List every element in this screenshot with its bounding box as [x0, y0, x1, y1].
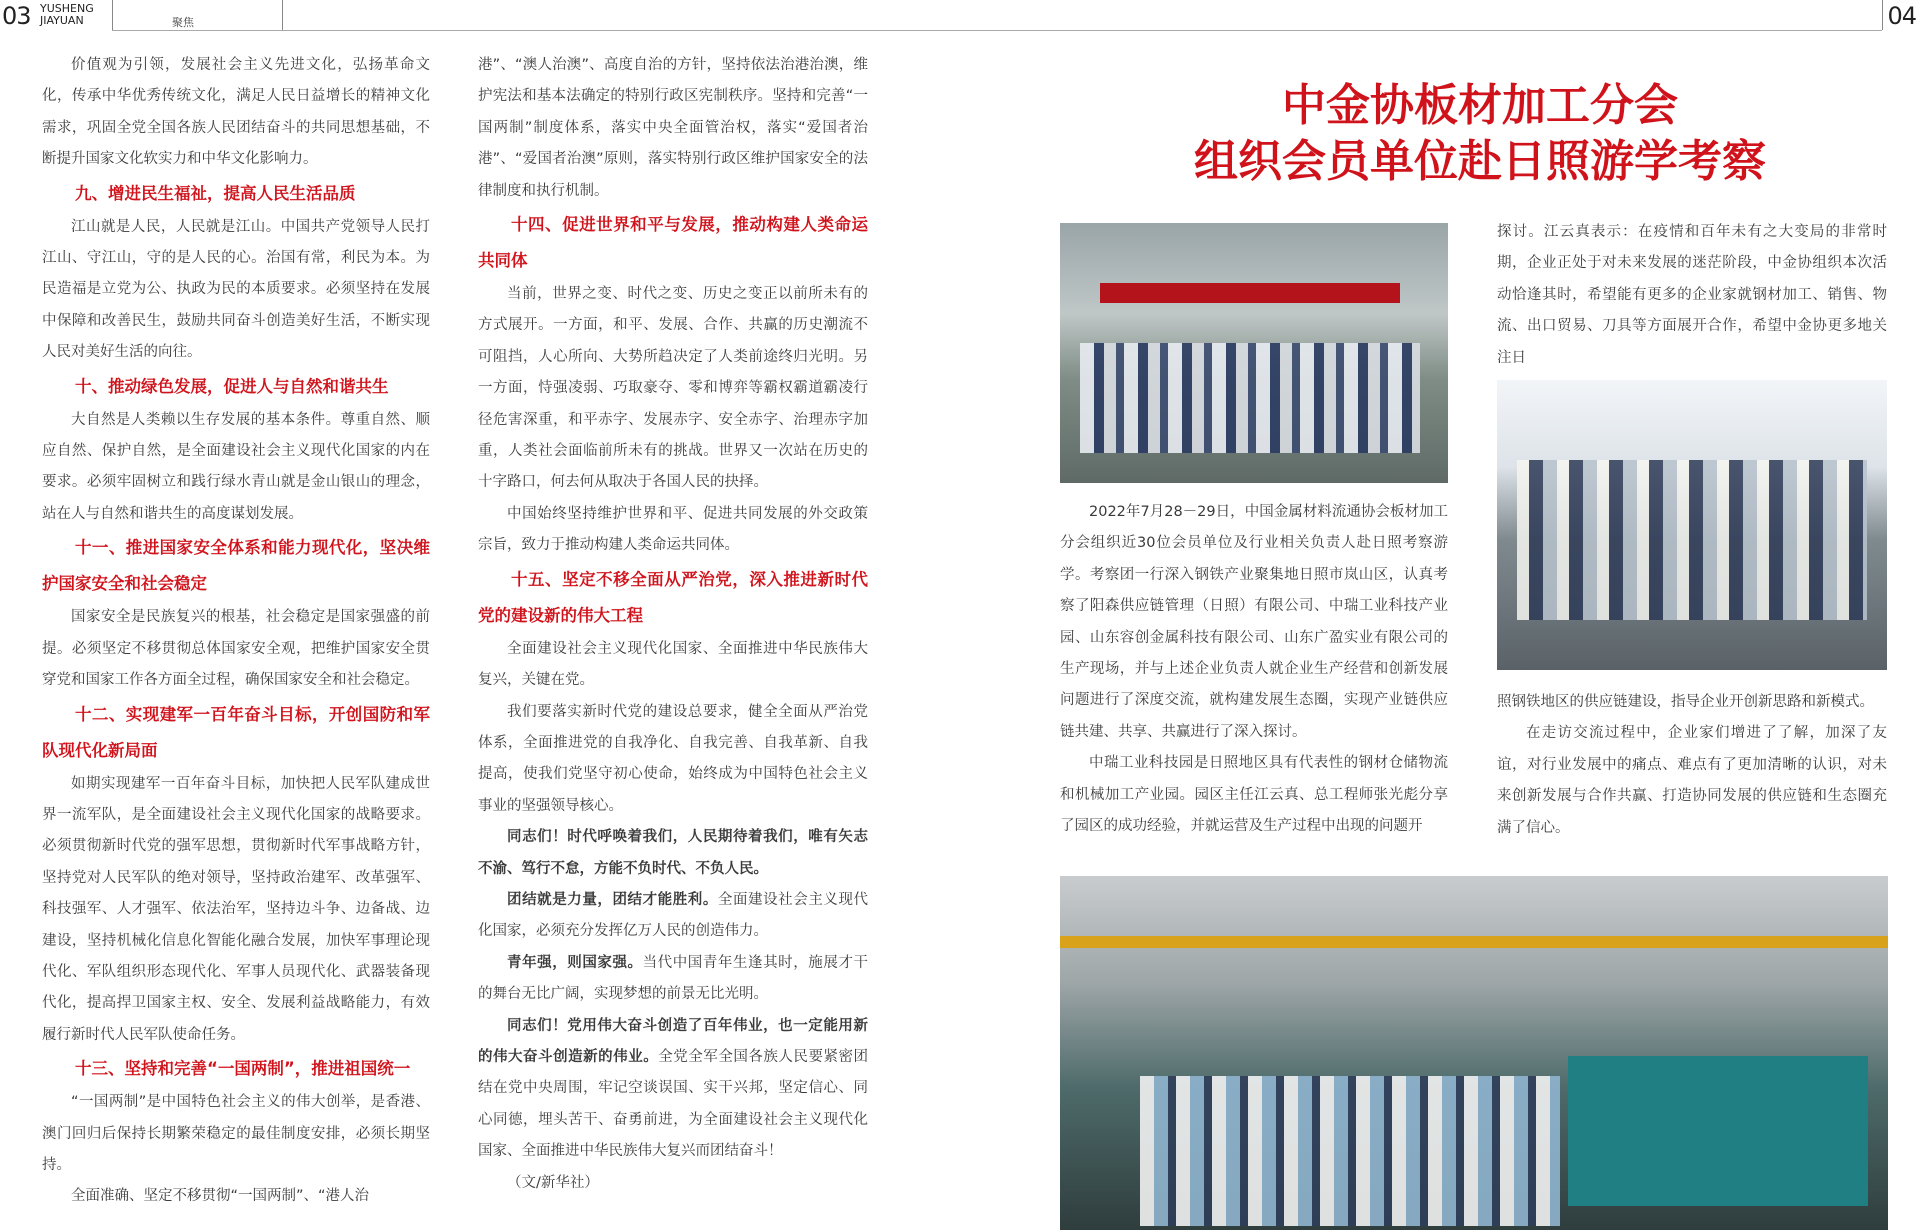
- header-rule: [112, 30, 282, 31]
- paragraph: [478, 885, 868, 948]
- factory-photo: [1060, 876, 1888, 1230]
- article-paragraph: 在走访交流过程中，企业家们增进了了解，加深了友谊，对行业发展中的痛点、难点有了更加清晰的认识，对未来创新发展与合作共赢、打造协同发展的供应链和生态圈充满了信心。: [1497, 725, 1887, 836]
- paragraph: 我们要落实新时代党的建设总要求，健全全面从严治党体系，全面推进党的自我净化、自我完善、自我革新、自我提高，使我们党坚守初心使命，始终成为中国特色社会主义事业的坚强领导核心。: [478, 703, 868, 814]
- paragraph-rest: 全面建设社会主义现代化国家，必须充分发挥亿万人民的创造伟力。: [478, 891, 869, 940]
- page-number-right: 04: [1887, 2, 1916, 30]
- page-header: [0, 0, 1920, 32]
- paragraph: 如期实现建军一百年奋斗目标，加快把人民军队建成世界一流军队，是全面建设社会主义现代化国家的战略要求。必须贯彻新时代党的强军思想，贯彻新时代军事战略方针，坚持党对人民军队的绝对领导，坚持政治建军、改革强军、科技强军、人才强军、依法治军，坚持边斗争、边备战、边建设，坚持机械化信息化智能化融合发展，加快军事理论现代化、军队组织形态现代化、军事人员现代化、武器装备现代化，提高捍卫国家主权、安全、发展利益战略能力，有效履行新时代人民军队使命任务。: [42, 775, 430, 1043]
- article-paragraph: 中瑞工业科技园是日照地区具有代表性的钢材仓储物流和机械加工产业园。园区主任江云真、总工程师张光彪分享了园区的成功经验，并就运营及生产过程中出现的问题开: [1060, 755, 1448, 835]
- brand-line-1: YUSHENG: [40, 2, 94, 15]
- header-divider: [112, 0, 113, 30]
- article-paragraph: 2022年7月28－29日，中国金属材料流通协会板材加工分会组织近30位会员单位及行业相关负责人赴日照考察游学。考察团一行深入钢铁产业聚集地日照市岚山区，认真考察了阳森供应链管理（日照）有限公司、中瑞工业科技产业园、山东容创金属科技有限公司、山东广盈实业有限公司的生产现场，并与上述企业负责人就企业生产经营和创新发展问题进行了深度交流，就构建发展生态圈，实现产业链供应链共建、共享、共赢进行了深入探讨。: [1060, 504, 1448, 740]
- title-line-2: 组织会员单位赴日照游学考察: [1194, 136, 1766, 187]
- paragraph: 全面建设社会主义现代化国家、全面推进中华民族伟大复兴，关键在党。: [478, 640, 868, 689]
- brand-line-2: JIAYUAN: [40, 14, 84, 27]
- paragraph: 同志们！时代呼唤着我们，人民期待着我们，唯有矢志不渝、笃行不怠，方能不负时代、不负人民。: [478, 829, 868, 877]
- header-divider: [1882, 0, 1883, 30]
- section-heading: 十五、坚定不移全面从严治党，深入推进新时代党的建设新的伟大工程: [478, 569, 868, 625]
- processing-machine: [1568, 1056, 1868, 1206]
- crane-beam: [1060, 936, 1888, 948]
- paragraph: [478, 1011, 868, 1168]
- paragraph-lead: 青年强，则国家强。: [507, 954, 643, 971]
- section-heading: 十二、实现建军一百年奋斗目标，开创国防和军队现代化新局面: [42, 704, 430, 760]
- section-heading: 十三、坚持和完善“一国两制”，推进祖国统一: [75, 1059, 411, 1079]
- section-heading: 十四、促进世界和平与发展，推动构建人类命运共同体: [478, 215, 868, 271]
- paragraph-rest: 全党全军全国各族人民要紧密团结在党中央周围，牢记空谈误国、实干兴邦，坚定信心、同心同德，埋头苦干、奋勇前进，为全面建设社会主义现代化国家、全面推进中华民族伟大复兴而团结奋斗！: [478, 1048, 869, 1160]
- section-heading: 九、增进民生福祉，提高人民生活品质: [75, 183, 356, 203]
- paragraph: 中国始终坚持维护世界和平、促进共同发展的外交政策宗旨，致力于推动构建人类命运共同体。: [478, 505, 868, 554]
- article-body-right-top: [1497, 217, 1887, 374]
- paragraph: 当前，世界之变、时代之变、历史之变正以前所未有的方式展开。一方面，和平、发展、合作、共赢的历史潮流不可阻挡，人心所向、大势所趋决定了人类前途终归光明。另一方面，恃强凌弱、巧取豪夺、零和博弈等霸权霸道霸凌行径危害深重，和平赤字、发展赤字、安全赤字、治理赤字加重，人类社会面临前所未有的挑战。世界又一次站在历史的十字路口，何去何从取决于各国人民的抉择。: [478, 286, 868, 491]
- visitor-group: [1140, 1076, 1560, 1226]
- magazine-brand: [40, 3, 94, 27]
- group-photo: [1060, 223, 1448, 483]
- paragraph-lead: 团结就是力量，团结才能胜利。: [507, 891, 718, 908]
- visitors-with-helmets: [1517, 460, 1867, 620]
- paragraph: 全面准确、坚定不移贯彻“一国两制”、“港人治: [71, 1188, 370, 1205]
- paragraph: （文/新华社）: [507, 1174, 599, 1191]
- article-body-left: [1060, 497, 1448, 842]
- report-column-2: [478, 50, 868, 1199]
- header-divider: [282, 0, 283, 30]
- section-heading: 十、推动绿色发展，促进人与自然和谐共生: [75, 376, 389, 396]
- title-line-1: 中金协板材加工分会: [1282, 80, 1678, 131]
- article-title: [1050, 78, 1910, 190]
- report-column-1: [42, 50, 430, 1213]
- paragraph: [478, 948, 868, 1011]
- welcome-banner: [1100, 283, 1400, 303]
- group-people: [1080, 343, 1420, 453]
- paragraph-rest: 当代中国青年生逢其时，施展才干的舞台无比广阔，实现梦想的前景无比光明。: [478, 954, 869, 1003]
- paragraph: 江山就是人民，人民就是江山。中国共产党领导人民打江山、守江山，守的是人民的心。治国有常，利民为本。为民造福是立党为公、执政为民的本质要求。必须坚持在发展中保障和改善民生，鼓励共同奋斗创造美好生活，不断实现人民对美好生活的向往。: [42, 218, 430, 361]
- page-number-left: 03: [2, 2, 31, 30]
- paragraph: “一国两制”是中国特色社会主义的伟大创举，是香港、澳门回归后保持长期繁荣稳定的最佳制度安排，必须长期坚持。: [42, 1094, 430, 1173]
- header-rule: [282, 30, 1882, 31]
- section-tag: 聚焦: [172, 16, 194, 29]
- paragraph-lead: 同志们！党用伟大奋斗创造了百年伟业，也一定能用新的伟大奋斗创造新的伟业。: [478, 1017, 868, 1065]
- article-paragraph: 照钢铁地区的供应链建设，指导企业开创新思路和新模式。: [1497, 694, 1874, 710]
- article-paragraph: 探讨。江云真表示：在疫情和百年未有之大变局的非常时期，企业正处于对未来发展的迷茫阶段，中金协组织本次活动恰逢其时，希望能有更多的企业家就钢材加工、销售、物流、出口贸易、刀具等方面展开合作，希望中金协更多地关注日: [1497, 224, 1887, 366]
- section-heading: 十一、推进国家安全体系和能力现代化，坚决维护国家安全和社会稳定: [42, 538, 430, 594]
- article-body-right-bottom: [1497, 687, 1887, 844]
- paragraph: 国家安全是民族复兴的根基，社会稳定是国家强盛的前提。必须坚定不移贯彻总体国家安全观，把维护国家安全贯穿党和国家工作各方面全过程，确保国家安全和社会稳定。: [42, 609, 430, 689]
- paragraph: 港”、“澳人治澳”、高度自治的方针，坚持依法治港治澳，维护宪法和基本法确定的特别行政区宪制秩序。坚持和完善“一国两制”制度体系，落实中央全面管治权，落实“爱国者治港”、“爱国者治澳”原则，落实特别行政区维护国家安全的法律制度和执行机制。: [478, 57, 868, 199]
- inspection-photo: [1497, 380, 1887, 670]
- paragraph: 价值观为引领，发展社会主义先进文化，弘扬革命文化，传承中华优秀传统文化，满足人民日益增长的精神文化需求，巩固全党全国各族人民团结奋斗的共同思想基础，不断提升国家文化软实力和中华文化影响力。: [42, 57, 430, 168]
- paragraph: 大自然是人类赖以生存发展的基本条件。尊重自然、顺应自然、保护自然，是全面建设社会主义现代化国家的内在要求。必须牢固树立和践行绿水青山就是金山银山的理念，站在人与自然和谐共生的高度谋划发展。: [42, 411, 430, 522]
